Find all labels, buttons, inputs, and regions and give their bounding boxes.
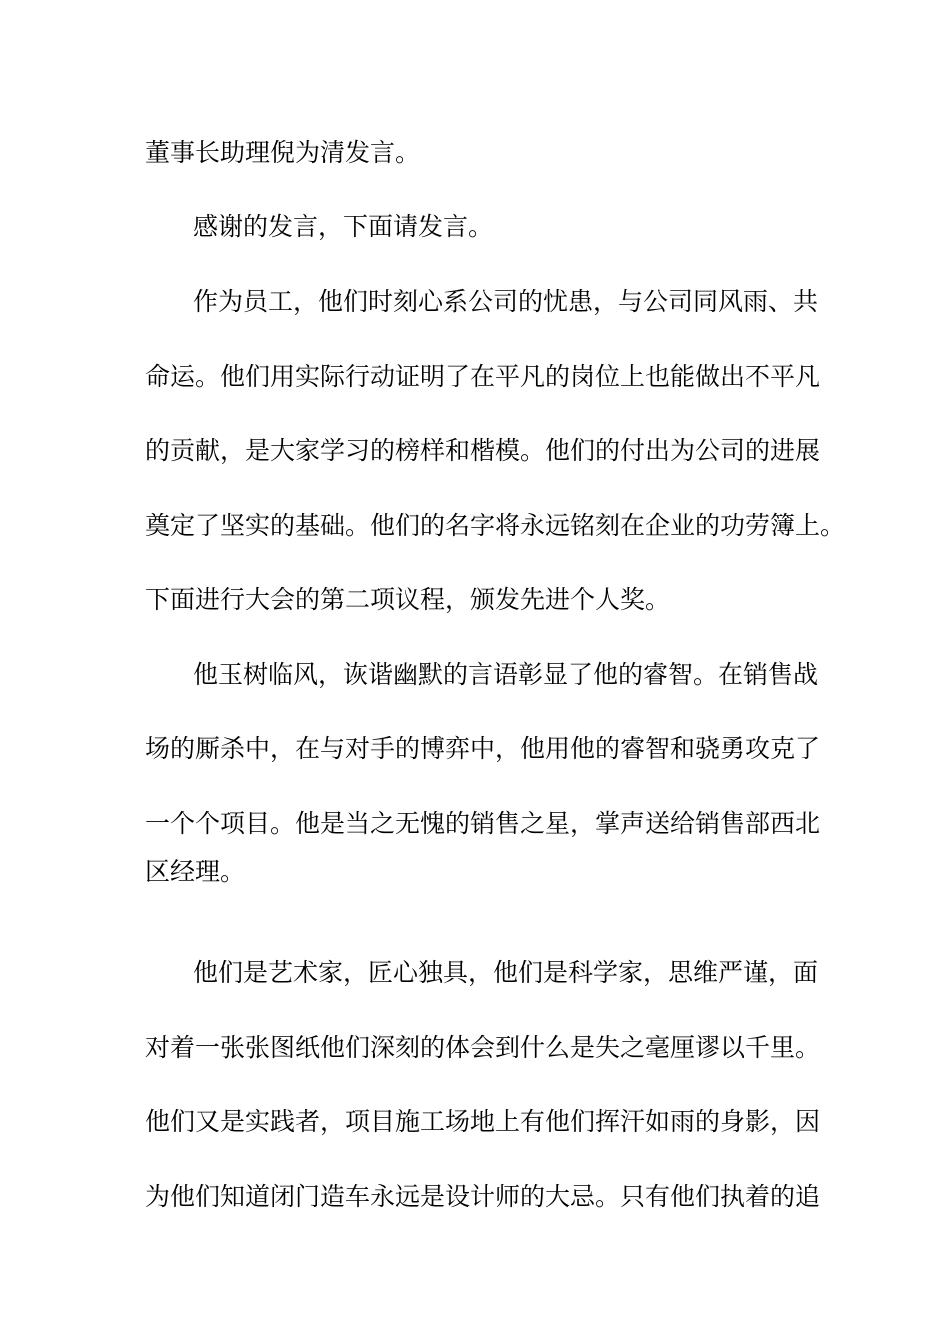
- text-line: 他们又是实践者，项目施工场地上有他们挥汗如雨的身影，因: [145, 1107, 821, 1136]
- text-line: 命运。他们用实际行动证明了在平凡的岗位上也能做出不平凡: [145, 362, 821, 391]
- text-line: 奠定了坚实的基础。他们的名字将永远铭刻在企业的功劳簿上。: [145, 511, 846, 540]
- text-line: 作为员工，他们时刻心系公司的忧患，与公司同风雨、共: [193, 287, 819, 316]
- text-line: 他们是艺术家，匠心独具，他们是科学家，思维严谨，面: [193, 958, 819, 987]
- text-line: 董事长助理倪为清发言。: [145, 138, 421, 167]
- text-line: 为他们知道闭门造车永远是设计师的大忌。只有他们执着的追: [145, 1182, 821, 1211]
- text-line: 的贡献，是大家学习的榜样和楷模。他们的付出为公司的进展: [145, 436, 821, 465]
- text-line: 他玉树临风，诙谐幽默的言语彰显了他的睿智。在销售战: [193, 660, 819, 689]
- text-line: 对着一张张图纸他们深刻的体会到什么是失之毫厘谬以千里。: [145, 1033, 821, 1062]
- text-line: 一个个项目。他是当之无愧的销售之星，掌声送给销售部西北: [145, 809, 821, 838]
- text-line: 区经理。: [145, 857, 246, 886]
- text-line: 下面进行大会的第二项议程，颁发先进个人奖。: [145, 585, 671, 614]
- text-line: 场的厮杀中，在与对手的博弈中，他用他的睿智和骁勇攻克了: [145, 734, 821, 763]
- text-line: 感谢的发言，下面请发言。: [193, 212, 494, 241]
